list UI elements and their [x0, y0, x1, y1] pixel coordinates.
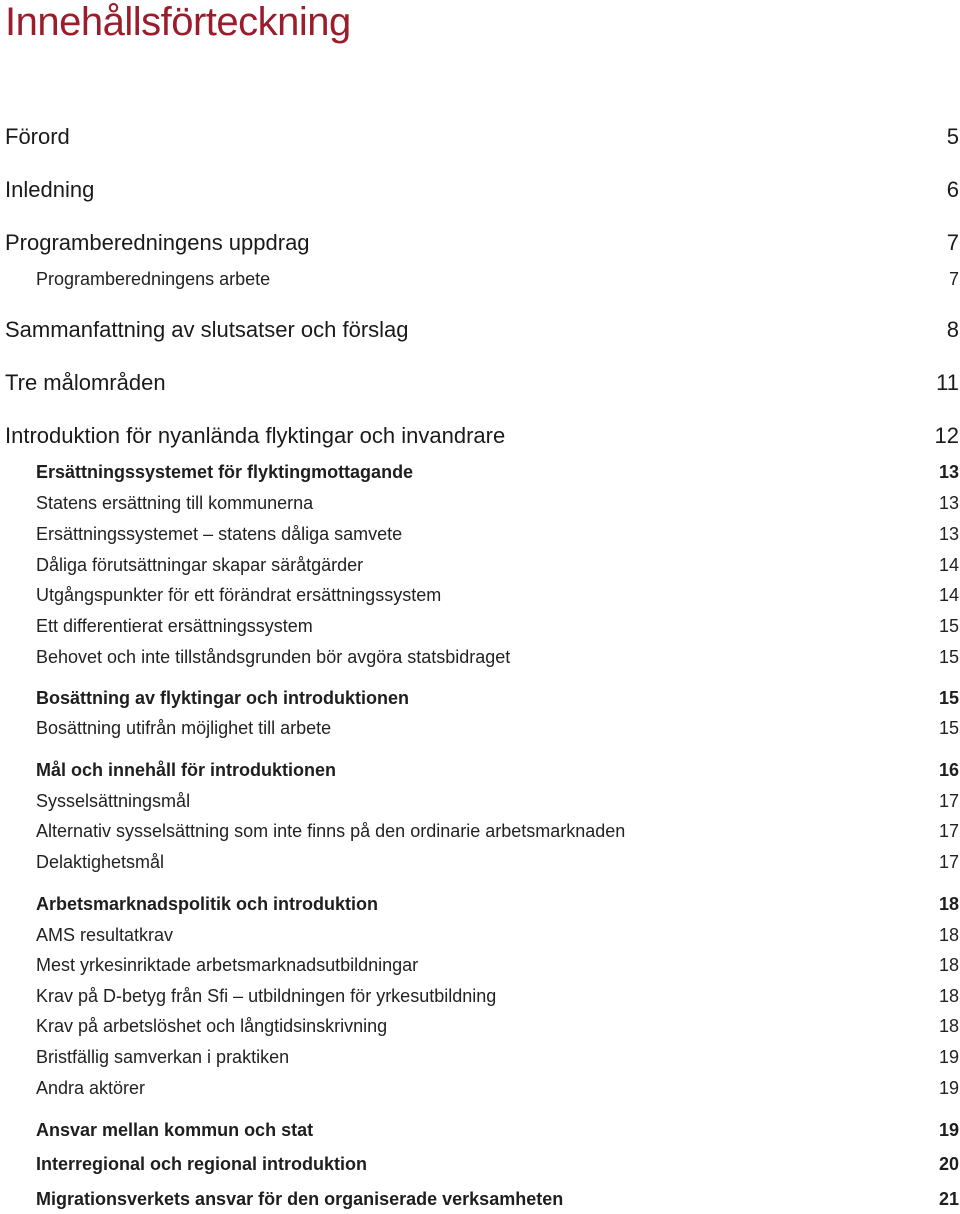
- toc-page-number: 6: [946, 177, 959, 202]
- toc-entry-title: Mest yrkesinriktade arbetsmarknadsutbildningar: [36, 954, 419, 975]
- toc-entry-migrationsverket[interactable]: [0, 1184, 960, 1214]
- toc-entry-ersattningssystemet[interactable]: [0, 457, 960, 487]
- toc-entry-daliga-forutsattningar[interactable]: [0, 550, 960, 580]
- toc-entry-bosattning-arbete[interactable]: [0, 713, 960, 743]
- toc-entry-title: Inledning: [5, 177, 95, 202]
- toc-entry-title: Delaktighetsmål: [36, 851, 165, 872]
- toc-entry-ams-resultatkrav[interactable]: [0, 920, 960, 950]
- toc-page-number: 15: [938, 615, 959, 636]
- toc-page-number: 17: [938, 790, 959, 811]
- toc-page-number: 15: [938, 717, 959, 738]
- toc-page-number: 18: [938, 954, 959, 975]
- toc-entry-sysselsattningsmal[interactable]: [0, 786, 960, 816]
- toc-page-number: 18: [938, 985, 959, 1006]
- toc-page-number: 19: [938, 1077, 959, 1098]
- toc-page-number: 18: [938, 924, 959, 945]
- toc-entry-title: Sammanfattning av slutsatser och förslag: [5, 317, 409, 342]
- toc-page-number: 14: [938, 554, 959, 575]
- toc-entry-arbetsmarknadspolitik[interactable]: [0, 889, 960, 919]
- toc-page-number: 15: [938, 687, 959, 708]
- toc-page-number: 17: [938, 851, 959, 872]
- toc-entry-title: Bosättning utifrån möjlighet till arbete: [36, 717, 332, 738]
- toc-entry-title: Ersättningssystemet – statens dåliga samvete: [36, 523, 403, 544]
- toc-page-number: 7: [948, 268, 959, 289]
- toc-entry-title: Krav på D-betyg från Sfi – utbildningen för yrkesutbildning: [36, 985, 497, 1006]
- toc-page-number: 14: [938, 584, 959, 605]
- page-title: Innehållsförteckning: [5, 0, 351, 44]
- toc-entry-title: Sysselsättningsmål: [36, 790, 191, 811]
- toc-entry-title: Programberedningens arbete: [36, 268, 271, 289]
- toc-entry-krav-d-betyg[interactable]: [0, 981, 960, 1011]
- toc-entry-title: Mål och innehåll för introduktionen: [36, 759, 336, 780]
- toc-entry-ansvar-kommun-stat[interactable]: [0, 1115, 960, 1145]
- toc-entry-tre-malomraden[interactable]: [0, 368, 960, 398]
- toc-page-number: 13: [938, 523, 959, 544]
- toc-entry-title: Dåliga förutsättningar skapar säråtgärder: [36, 554, 364, 575]
- toc-entry-title: Ett differentierat ersättningssystem: [36, 615, 313, 636]
- toc-entry-title: Alternativ sysselsättning som inte finns på den ordinarie arbetsmarknaden: [36, 820, 626, 841]
- toc-entry-bristfallig-samverkan[interactable]: [0, 1042, 960, 1072]
- toc-entry-daliga-samvete[interactable]: [0, 519, 960, 549]
- toc-entry-forord[interactable]: [0, 122, 960, 152]
- toc-entry-mest-yrkesinriktade[interactable]: [0, 950, 960, 980]
- toc-entry-title: Interregional och regional introduktion: [36, 1153, 368, 1174]
- toc-page-number: 13: [938, 492, 959, 513]
- toc-entry-andra-aktorer[interactable]: [0, 1073, 960, 1103]
- toc-entry-title: Programberedningens uppdrag: [5, 230, 310, 255]
- toc-entry-title: Förord: [5, 124, 70, 149]
- toc-entry-behovet[interactable]: [0, 642, 960, 672]
- toc-entry-title: AMS resultatkrav: [36, 924, 174, 945]
- toc-entry-interregional[interactable]: [0, 1149, 960, 1179]
- toc-entry-differentierat[interactable]: [0, 611, 960, 641]
- toc-entry-programberedningens-arbete[interactable]: [0, 264, 960, 294]
- toc-entry-title: Migrationsverkets ansvar för den organiserade verksamheten: [36, 1188, 564, 1209]
- toc-page-number: 19: [938, 1119, 959, 1140]
- toc-page-number: 18: [938, 1015, 959, 1036]
- toc-entry-alternativ-sysselsattning[interactable]: [0, 816, 960, 846]
- toc-page-number: 8: [946, 317, 959, 342]
- toc-entry-title: Ansvar mellan kommun och stat: [36, 1119, 314, 1140]
- toc-entry-inledning[interactable]: [0, 175, 960, 205]
- toc-page-number: 5: [946, 124, 959, 149]
- toc-entry-title: Arbetsmarknadspolitik och introduktion: [36, 893, 379, 914]
- toc-page-number: 17: [938, 820, 959, 841]
- toc-entry-sammanfattning[interactable]: [0, 315, 960, 345]
- toc-entry-krav-arbetsloshet[interactable]: [0, 1011, 960, 1041]
- toc-page-number: 13: [938, 461, 959, 482]
- toc-page-number: 15: [938, 646, 959, 667]
- toc-page-number: 19: [938, 1046, 959, 1067]
- toc-entry-title: Behovet och inte tillståndsgrunden bör avgöra statsbidraget: [36, 646, 511, 667]
- toc-entry-statens-ersattning[interactable]: [0, 488, 960, 518]
- toc-entry-title: Andra aktörer: [36, 1077, 146, 1098]
- toc-page-number: 18: [938, 893, 959, 914]
- toc-page-number: 21: [938, 1188, 959, 1209]
- toc-entry-utgangspunkter[interactable]: [0, 580, 960, 610]
- toc-entry-title: Introduktion för nyanlända flyktingar och invandrare: [5, 423, 506, 448]
- toc-entry-title: Statens ersättning till kommunerna: [36, 492, 314, 513]
- toc-page-number: 12: [934, 423, 959, 448]
- toc-entry-title: Bristfällig samverkan i praktiken: [36, 1046, 290, 1067]
- toc-entry-title: Utgångspunkter för ett förändrat ersättningssystem: [36, 584, 442, 605]
- toc-page-number: 20: [938, 1153, 959, 1174]
- toc-entry-mal-och-innehall[interactable]: [0, 755, 960, 785]
- toc-entry-title: Ersättningssystemet för flyktingmottagande: [36, 461, 414, 482]
- toc-page-number: 11: [936, 370, 959, 395]
- toc-entry-programberedningens-uppdrag[interactable]: [0, 228, 960, 258]
- toc-entry-delaktighetsmal[interactable]: [0, 847, 960, 877]
- toc-entry-introduktion[interactable]: [0, 421, 960, 451]
- toc-entry-title: Krav på arbetslöshet och långtidsinskrivning: [36, 1015, 388, 1036]
- toc-entry-bosattning[interactable]: [0, 683, 960, 713]
- toc-entry-title: Tre målområden: [5, 370, 166, 395]
- toc-page-number: 7: [946, 230, 959, 255]
- toc-page-number: 16: [938, 759, 959, 780]
- toc-entry-title: Bosättning av flyktingar och introduktionen: [36, 687, 410, 708]
